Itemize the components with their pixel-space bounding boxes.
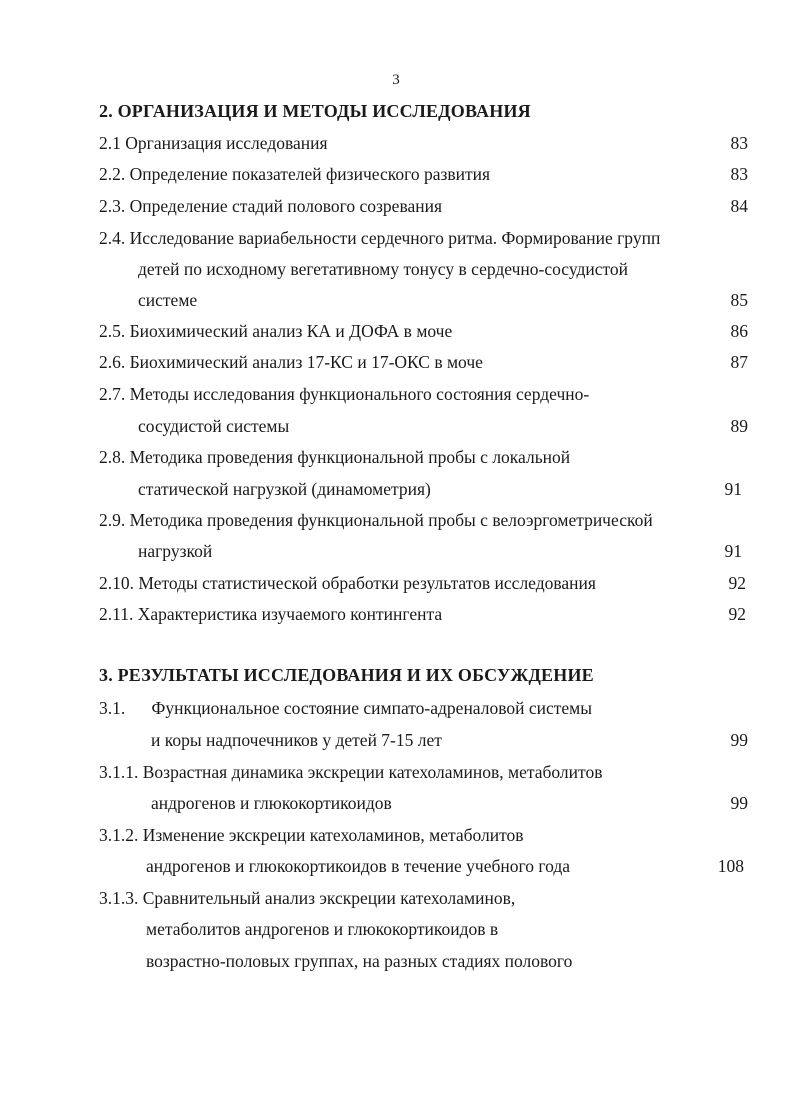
toc-entry-line: и коры надпочечников у детей 7-15 лет	[151, 730, 442, 750]
section-3-heading: 3. РЕЗУЛЬТАТЫ ИССЛЕДОВАНИЯ И ИХ ОБСУЖДЕНИЕ	[99, 665, 594, 685]
toc-page-number: 92	[728, 573, 746, 593]
toc-page-number: 83	[730, 164, 748, 184]
toc-page-number: 89	[730, 416, 748, 436]
toc-page-number: 83	[730, 133, 748, 153]
toc-entry-line: андрогенов и глюкокортикоидов	[151, 793, 392, 813]
toc-entry-line: детей по исходному вегетативному тонусу в сердечно-сосудистой	[138, 259, 629, 279]
section-2-heading: 2. ОРГАНИЗАЦИЯ И МЕТОДЫ ИССЛЕДОВАНИЯ	[99, 101, 531, 121]
toc-entry-line: 2.6. Биохимический анализ 17-КС и 17-ОКС в моче	[99, 352, 483, 372]
toc-page-number: 99	[730, 793, 748, 813]
toc-page-number: 84	[730, 196, 748, 216]
toc-entry-line: системе	[138, 290, 198, 310]
toc-entry-line: 2.10. Методы статистической обработки результатов исследования	[99, 573, 596, 593]
page-number: 3	[392, 72, 400, 88]
toc-entry-line: 2.5. Биохимический анализ КА и ДОФА в моче	[99, 321, 453, 341]
toc-page-number: 108	[717, 856, 744, 876]
toc-entry-line: 2.8. Методика проведения функциональной пробы с локальной	[99, 447, 571, 467]
toc-entry-line: 2.3. Определение стадий полового созревания	[99, 196, 443, 216]
toc-entry-line: 2.11. Характеристика изучаемого контингента	[99, 604, 443, 624]
toc-page-number: 91	[724, 541, 742, 561]
toc-entry-line: 2.4. Исследование вариабельности сердечного ритма. Формирование групп	[99, 228, 661, 248]
toc-entry-line: андрогенов и глюкокортикоидов в течение учебного года	[146, 856, 571, 876]
toc-entry-line: 2.9. Методика проведения функциональной пробы с велоэргометрической	[99, 510, 653, 530]
toc-entry-line: 3.1.1. Возрастная динамика экскреции катехоламинов, метаболитов	[99, 762, 603, 782]
toc-page-number: 86	[730, 321, 748, 341]
toc-entry-line: 2.1 Организация исследования	[99, 133, 328, 153]
toc-entry-line: 2.7. Методы исследования функционального состояния сердечно-	[99, 384, 590, 404]
toc-entry-line: возрастно-половых группах, на разных стадиях полового	[146, 951, 573, 971]
toc-page-number: 92	[728, 604, 746, 624]
toc-entry-line: метаболитов андрогенов и глюкокортикоидов в	[146, 919, 499, 939]
toc-page-number: 87	[730, 352, 748, 372]
toc-page-number: 85	[730, 290, 748, 310]
toc-entry-line: 2.2. Определение показателей физического развития	[99, 164, 491, 184]
toc-entry-line: 3.1.2. Изменение экскреции катехоламинов, метаболитов	[99, 825, 524, 845]
toc-page-number: 91	[724, 479, 742, 499]
toc-entry-line: нагрузкой	[138, 541, 213, 561]
toc-entry-line: статической нагрузкой (динамометрия)	[138, 479, 431, 499]
toc-entry-line: 3.1.3. Сравнительный анализ экскреции катехоламинов,	[99, 888, 516, 908]
toc-entry-line: 3.1. Функциональное состояние симпато-адреналовой системы	[99, 698, 592, 718]
toc-page-number: 99	[730, 730, 748, 750]
toc-entry-line: сосудистой системы	[138, 416, 290, 436]
